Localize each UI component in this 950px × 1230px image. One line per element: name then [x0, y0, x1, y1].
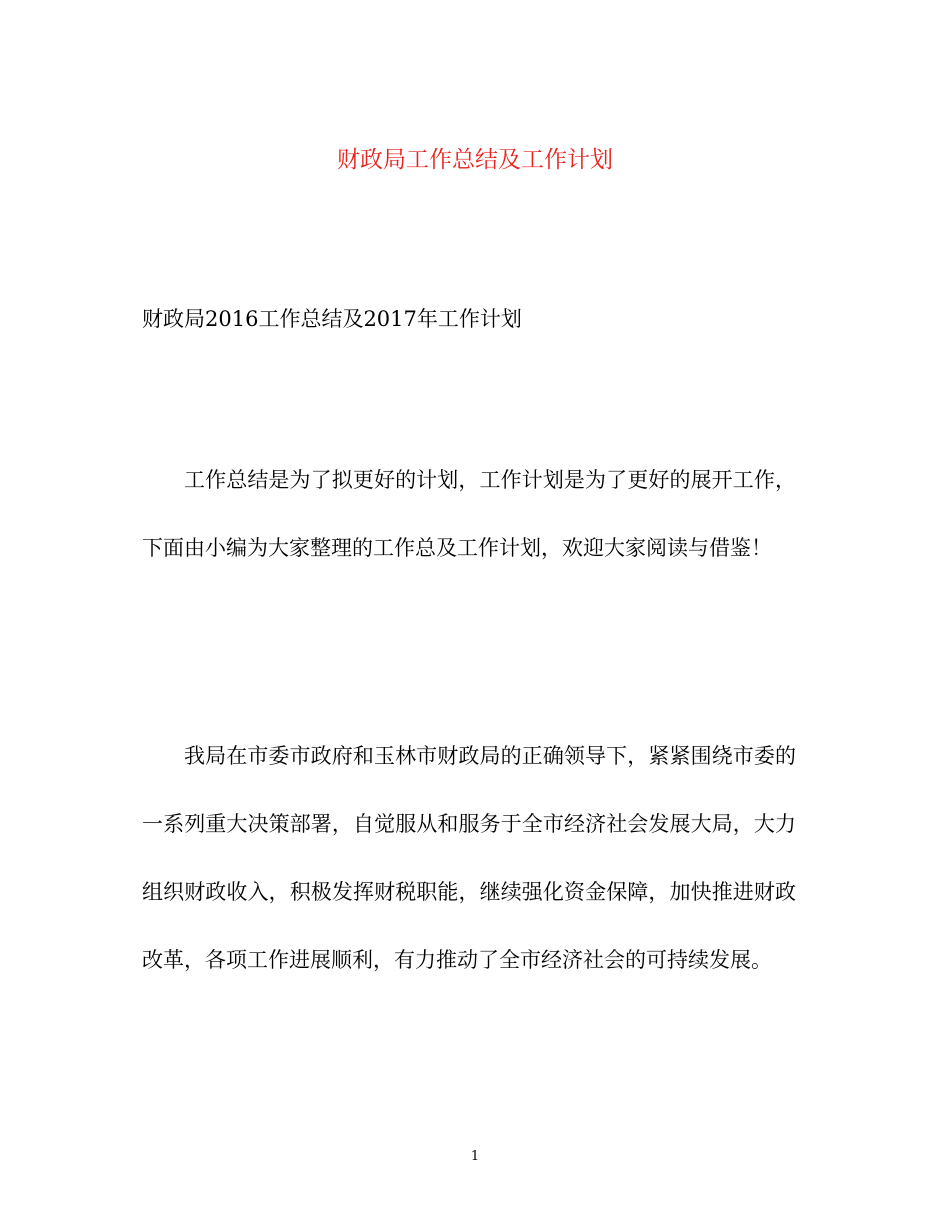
page-number: 1	[470, 1149, 480, 1164]
body-paragraph-summary: 我局在市委市政府和玉林市财政局的正确领导下，紧紧围绕市委的一系列重大决策部署，自觉服从和服务于全市经济社会发展大局，大力组织财政收入，积极发挥财税职能，继续强化资金保障，加快推进财政改革，各项工作进展顺利，有力推动了全市经济社会的可持续发展。	[142, 744, 796, 972]
body-paragraph-intro: 工作总结是为了拟更好的计划，工作计划是为了更好的展开工作，下面由小编为大家整理的工作总及工作计划，欢迎大家阅读与借鉴！	[142, 468, 796, 560]
document-subtitle: 财政局2016工作总结及2017年工作计划	[142, 307, 522, 331]
document-title: 财政局工作总结及工作计划	[337, 147, 613, 173]
